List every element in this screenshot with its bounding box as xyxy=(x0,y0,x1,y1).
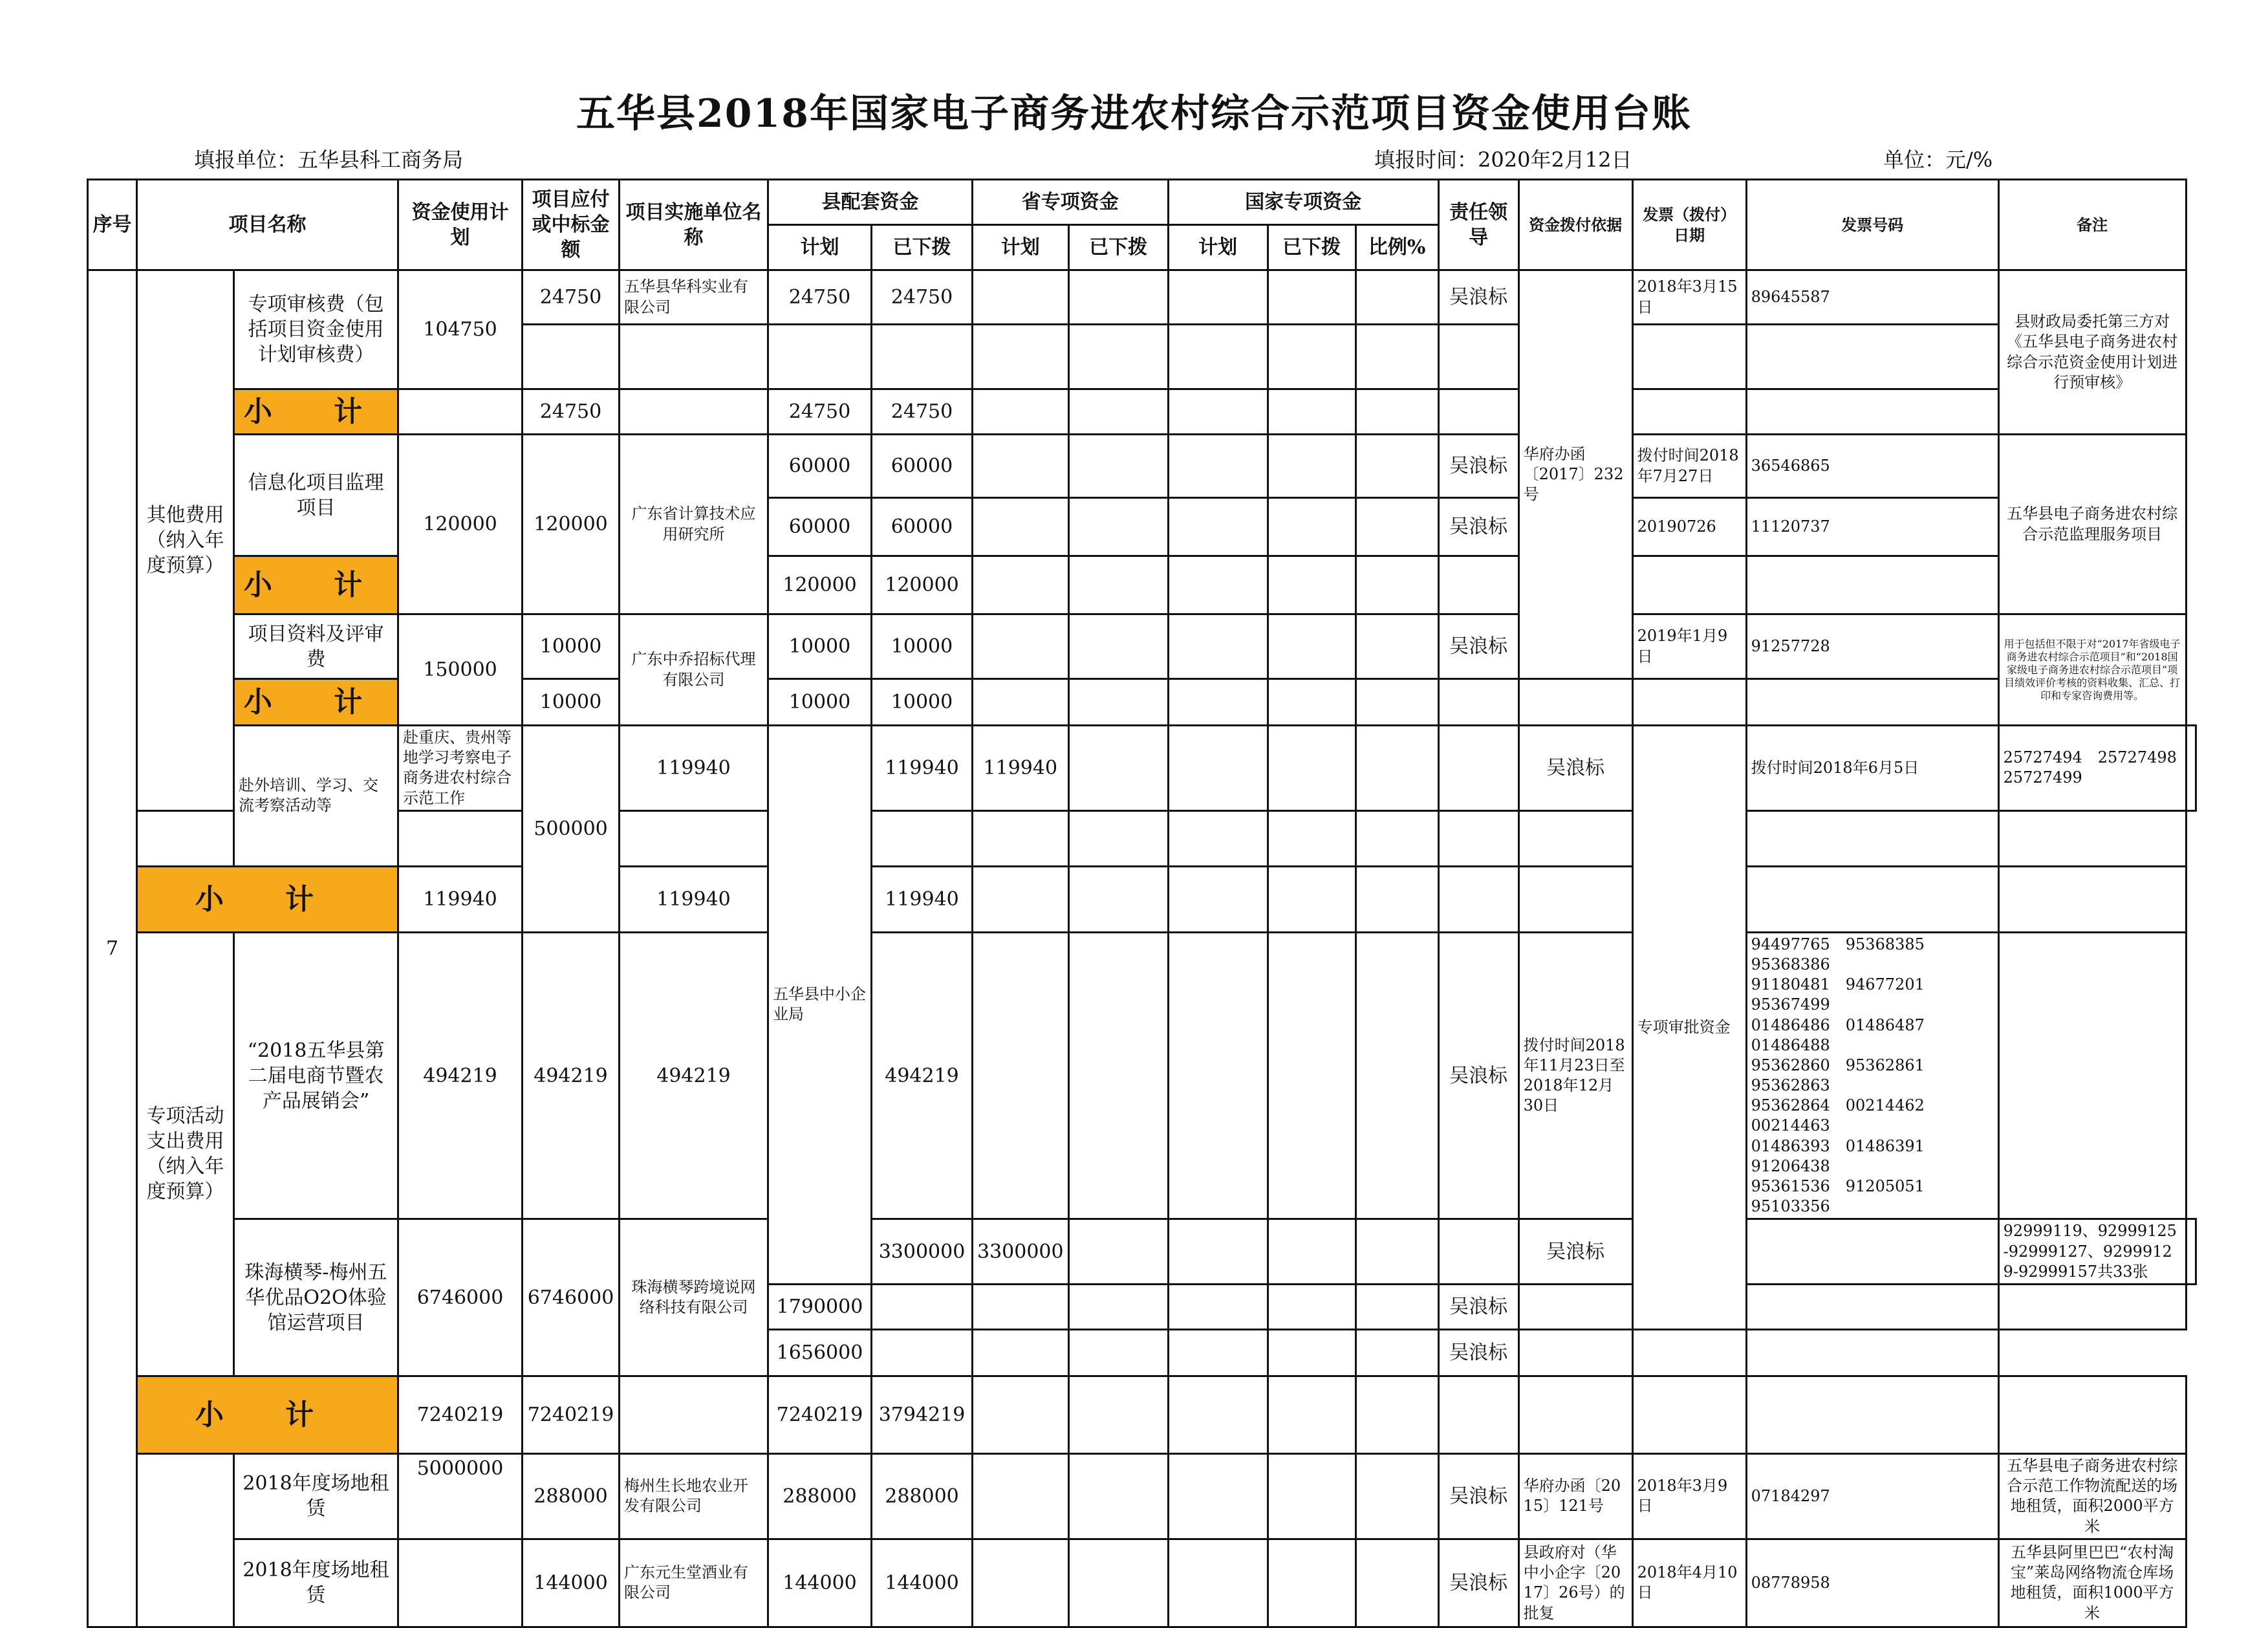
header-national-ratio: 比例% xyxy=(1355,225,1438,270)
rent1-payable: 288000 xyxy=(523,1453,620,1539)
invoice-line: 01486393 01486391 91206438 xyxy=(1751,1136,1940,1175)
subtotal-label: 小 计 xyxy=(234,679,398,726)
audit-payable: 24750 xyxy=(523,270,620,325)
supervision-r2-alloc: 60000 xyxy=(872,498,973,556)
supervision-sub-alloc: 120000 xyxy=(872,556,973,614)
special-sub-county-plan: 7240219 xyxy=(768,1376,872,1453)
header-county-fund: 县配套资金 xyxy=(768,180,973,225)
table-row xyxy=(88,810,2196,866)
audit-sub-alloc: 24750 xyxy=(872,389,973,435)
festival-invoice xyxy=(1746,932,1998,1219)
invoice-line: 94497765 95368385 95368386 xyxy=(1751,935,1940,973)
table-row xyxy=(88,270,2196,325)
rent1-county-plan: 288000 xyxy=(768,1453,872,1539)
header-invoice-date: 发票（拨付）日期 xyxy=(1632,180,1746,270)
supervision-r1-date: 拨付时间2018年7月27日 xyxy=(1632,435,1746,498)
rent1-leader: 吴浪标 xyxy=(1438,1453,1518,1539)
training-date: 拨付时间2018年6月5日 xyxy=(1746,726,1998,811)
project-rent-2: 2018年度场地租赁 xyxy=(234,1539,398,1627)
o2o-r1-plan: 3300000 xyxy=(872,1219,973,1285)
review-leader: 吴浪标 xyxy=(1438,614,1518,679)
fill-unit: 填报单位：五华县科工商务局 xyxy=(194,147,464,172)
header-national-allocated: 已下拨 xyxy=(1268,225,1355,270)
training-payable: 119940 xyxy=(620,726,768,811)
o2o-r2-leader: 吴浪标 xyxy=(1438,1284,1518,1329)
project-festival: “2018五华县第二届电商节暨农产品展销会” xyxy=(234,932,398,1219)
basis-supervision: 华府办函〔2017〕232号 xyxy=(1518,270,1632,679)
invoice-line: 95362860 95362861 95362863 xyxy=(1751,1056,1940,1095)
rent2-basis: 县政府对（华中小企字〔2017〕26号）的批复 xyxy=(1518,1539,1632,1627)
o2o-r2-plan: 1790000 xyxy=(768,1284,872,1329)
festival-leader: 吴浪标 xyxy=(1438,932,1518,1219)
training-sub-payable: 119940 xyxy=(398,866,523,932)
festival-county-alloc: 494219 xyxy=(872,932,973,1219)
unit-label: 单位：元/% xyxy=(1883,147,1993,172)
rent2-unit: 广东元生堂酒业有限公司 xyxy=(620,1539,768,1627)
header-remarks: 备注 xyxy=(1998,180,2186,270)
project-training: 赴重庆、贵州等地学习考察电子商务进农村综合示范工作 xyxy=(398,726,523,811)
supervision-sub-plan: 120000 xyxy=(768,556,872,614)
supervision-plan: 120000 xyxy=(398,435,523,614)
o2o-r1-invoice: 92999119、92999125-92999127、92999129-92999157共33张 xyxy=(1998,1219,2186,1285)
festival-date: 拨付时间2018年11月23日至2018年12月30日 xyxy=(1518,932,1632,1219)
header-county-plan: 计划 xyxy=(768,225,872,270)
supervision-r1-leader: 吴浪标 xyxy=(1438,435,1518,498)
audit-remark: 县财政局委托第三方对《五华县电子商务进农村综合示范资金使用计划进行预审核》 xyxy=(1998,270,2186,435)
festival-county-plan: 494219 xyxy=(620,932,768,1219)
page-title: 五华县2018年国家电子商务进农村综合示范项目资金使用台账 xyxy=(576,91,1692,136)
header-invoice-no: 发票号码 xyxy=(1746,180,1998,270)
training-sub-alloc: 119940 xyxy=(872,866,973,932)
rent1-invoice: 07184297 xyxy=(1746,1453,1998,1539)
table-row xyxy=(88,435,2196,498)
o2o-r1-alloc: 3300000 xyxy=(973,1219,1069,1285)
project-audit-fee: 专项审核费（包括项目资金使用计划审核费） xyxy=(234,270,398,389)
project-supervision: 信息化项目监理项目 xyxy=(234,435,398,556)
training-unit: 五华县中小企业局 xyxy=(768,726,872,1285)
review-sub-alloc: 10000 xyxy=(872,679,973,726)
rent2-date: 2018年4月10日 xyxy=(1632,1539,1746,1627)
audit-county-alloc: 24750 xyxy=(872,270,973,325)
rent-group-plan: 5000000 xyxy=(398,1453,523,1539)
invoice-line: 95361536 91205051 95103356 xyxy=(1751,1177,1940,1216)
review-remark: 用于包括但不限于对“2017年省级电子商务进农村综合示范项目”和“2018国家级电子商务进农村综合示范项目”项目绩效评价考核的资料收集、汇总、打印和专家咨询费用等。 xyxy=(1998,614,2186,726)
subtotal-label: 小 计 xyxy=(137,866,398,932)
audit-leader: 吴浪标 xyxy=(1438,270,1518,325)
audit-sub-plan: 24750 xyxy=(768,389,872,435)
header-basis: 资金拨付依据 xyxy=(1518,180,1632,270)
audit-county-plan: 24750 xyxy=(768,270,872,325)
review-invoice: 91257728 xyxy=(1746,614,1998,679)
training-county-plan: 119940 xyxy=(872,726,973,811)
audit-sub-payable: 24750 xyxy=(523,389,620,435)
training-leader: 吴浪标 xyxy=(1518,726,1632,811)
rent2-county-plan: 144000 xyxy=(768,1539,872,1627)
supervision-r2-plan: 60000 xyxy=(768,498,872,556)
review-plan: 150000 xyxy=(398,614,523,726)
header-provincial-fund: 省专项资金 xyxy=(973,180,1169,225)
table-row xyxy=(88,1539,2196,1627)
header-county-allocated: 已下拨 xyxy=(872,225,973,270)
ledger-table xyxy=(87,179,2197,1628)
review-unit: 广东中乔招标代理有限公司 xyxy=(620,614,768,726)
supervision-r1-alloc: 60000 xyxy=(872,435,973,498)
invoice-line: 91180481 94677201 95367499 xyxy=(1751,975,1940,1014)
project-rent-1: 2018年度场地租赁 xyxy=(234,1453,398,1539)
supervision-payable: 120000 xyxy=(523,435,620,614)
review-county-plan: 10000 xyxy=(768,614,872,679)
rent1-date: 2018年3月9日 xyxy=(1632,1453,1746,1539)
fill-time: 填报时间：2020年2月12日 xyxy=(1374,147,1632,172)
header-project-name: 项目名称 xyxy=(137,180,398,270)
review-county-alloc: 10000 xyxy=(872,614,973,679)
supervision-r1-invoice: 36546865 xyxy=(1746,435,1998,498)
rent1-county-alloc: 288000 xyxy=(872,1453,973,1539)
invoice-line: 95362864 00214462 00214463 xyxy=(1751,1096,1940,1135)
training-invoice: 25727494 25727498 25727499 xyxy=(1998,726,2186,811)
invoice-line: 01486486 01486487 01486488 xyxy=(1751,1015,1940,1054)
project-o2o: 珠海横琴-梅州五华优品O2O体验馆运营项目 xyxy=(234,1219,398,1376)
audit-invoice: 89645587 xyxy=(1746,270,1998,325)
subtotal-row xyxy=(88,389,2196,435)
header-payable: 项目应付或中标金额 xyxy=(523,180,620,270)
audit-date: 2018年3月15日 xyxy=(1632,270,1746,325)
training-plan: 500000 xyxy=(523,726,620,933)
audit-plan: 104750 xyxy=(398,270,523,389)
header-national-plan: 计划 xyxy=(1168,225,1268,270)
supervision-r2-date: 20190726 xyxy=(1632,498,1746,556)
review-payable: 10000 xyxy=(523,614,620,679)
supervision-r2-invoice: 11120737 xyxy=(1746,498,1998,556)
special-sub-county-alloc: 3794219 xyxy=(872,1376,973,1453)
table-row xyxy=(88,932,2196,1219)
table-row xyxy=(88,1453,2196,1539)
supervision-remark: 五华县电子商务进农村综合示范监理服务项目 xyxy=(1998,435,2186,614)
supervision-unit: 广东省计算技术应用研究所 xyxy=(620,435,768,614)
group-other-fees: 其他费用（纳入年度预算） xyxy=(137,270,234,811)
training-county-alloc: 119940 xyxy=(973,726,1069,811)
special-sub-plan: 7240219 xyxy=(398,1376,523,1453)
review-sub-payable: 10000 xyxy=(523,679,620,726)
o2o-r3-plan: 1656000 xyxy=(768,1329,872,1376)
o2o-payable: 6746000 xyxy=(523,1219,620,1376)
rent2-county-alloc: 144000 xyxy=(872,1539,973,1627)
rent1-basis: 华府办函〔2015〕121号 xyxy=(1518,1453,1632,1539)
audit-unit: 五华县华科实业有限公司 xyxy=(620,270,768,325)
project-review-fee: 项目资料及评审费 xyxy=(234,614,398,679)
subtotal-label: 小 计 xyxy=(234,556,398,614)
rent2-payable: 144000 xyxy=(523,1539,620,1627)
subtotal-label: 小 计 xyxy=(234,389,398,435)
o2o-plan: 6746000 xyxy=(398,1219,523,1376)
group-special-activity: 专项活动支出费用（纳入年度预算） xyxy=(137,932,234,1376)
subtotal-row xyxy=(88,1376,2196,1453)
header-provincial-plan: 计划 xyxy=(973,225,1069,270)
header-national-fund: 国家专项资金 xyxy=(1168,180,1438,225)
review-sub-plan: 10000 xyxy=(768,679,872,726)
header-leader: 责任领导 xyxy=(1438,180,1518,270)
group-training: 赴外培训、学习、交流考察活动等 xyxy=(234,726,398,867)
header-provincial-allocated: 已下拨 xyxy=(1068,225,1168,270)
o2o-unit: 珠海横琴跨境说网络科技有限公司 xyxy=(620,1219,768,1376)
header-fund-plan: 资金使用计划 xyxy=(398,180,523,270)
rent2-invoice: 08778958 xyxy=(1746,1539,1998,1627)
supervision-r1-plan: 60000 xyxy=(768,435,872,498)
review-date: 2019年1月9日 xyxy=(1632,614,1746,679)
rent1-remark: 五华县电子商务进农村综合示范工作物流配送的场地租赁，面积2000平方米 xyxy=(1998,1453,2186,1539)
rent2-leader: 吴浪标 xyxy=(1438,1539,1518,1627)
subtotal-row xyxy=(88,866,2196,932)
special-sub-payable: 7240219 xyxy=(523,1376,620,1453)
table-row xyxy=(88,1219,2196,1285)
header-seq: 序号 xyxy=(88,180,137,270)
subtotal-label: 小 计 xyxy=(137,1376,398,1453)
training-sub-plan: 119940 xyxy=(620,866,768,932)
header-impl-unit: 项目实施单位名称 xyxy=(620,180,768,270)
rent2-remark: 五华县阿里巴巴“农村淘宝”莱岛网络物流仓库场地租赁，面积1000平方米 xyxy=(1998,1539,2186,1627)
supervision-r2-leader: 吴浪标 xyxy=(1438,498,1518,556)
seq-cell: 7 xyxy=(88,270,137,1627)
festival-payable: 494219 xyxy=(523,932,620,1219)
rent1-unit: 梅州生长地农业开发有限公司 xyxy=(620,1453,768,1539)
o2o-r1-leader: 吴浪标 xyxy=(1518,1219,1632,1285)
basis-special: 专项审批资金 xyxy=(1632,726,1746,1330)
festival-plan: 494219 xyxy=(398,932,523,1219)
table-row xyxy=(88,726,2196,811)
table-row xyxy=(88,614,2196,679)
header-row-1 xyxy=(88,180,2196,225)
o2o-r3-leader: 吴浪标 xyxy=(1438,1329,1518,1376)
